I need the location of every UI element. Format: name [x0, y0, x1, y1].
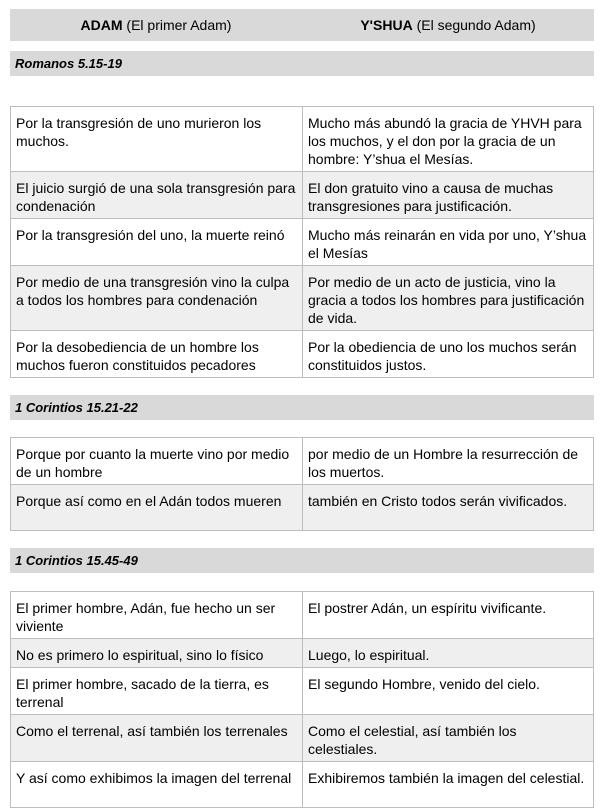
table-row	[11, 107, 594, 172]
comparison-table	[10, 106, 594, 378]
table-row	[11, 266, 594, 331]
table-cell-adam: Porque por cuanto la muerte vino por medio de un hombre	[11, 438, 303, 485]
table-row	[11, 762, 594, 808]
table-cell-yshua: Por medio de un acto de justicia, vino la gracia a todos los hombres para justificación de vida.	[303, 266, 594, 331]
table-cell-adam: Por la transgresión del uno, la muerte reinó	[11, 219, 303, 266]
table-cell-adam: Y así como exhibimos la imagen del terrenal	[11, 762, 303, 808]
table-row	[11, 668, 594, 715]
table-cell-adam: No es primero lo espiritual, sino lo físico	[11, 639, 303, 668]
section-title: Romanos 5.15-19	[10, 51, 594, 76]
table-cell-yshua: por medio de un Hombre la resurrección de los muertos.	[303, 438, 594, 485]
table-cell-yshua: también en Cristo todos serán vivificados.	[303, 485, 594, 531]
table-cell-adam: Por la transgresión de uno murieron los muchos.	[11, 107, 303, 172]
table-cell-adam: Por la desobediencia de un hombre los muchos fueron constituidos pecadores	[11, 331, 303, 378]
comparison-document	[10, 9, 594, 808]
table-cell-yshua: Como el celestial, así también los celestiales.	[303, 715, 594, 762]
table-row	[11, 172, 594, 219]
table-row	[11, 485, 594, 531]
table-cell-yshua: Mucho más reinarán en vida por uno, Y’shua el Mesías	[303, 219, 594, 266]
table-row	[11, 639, 594, 668]
comparison-table	[10, 437, 594, 531]
table-cell-adam: Por medio de una transgresión vino la culpa a todos los hombres para condenación	[11, 266, 303, 331]
table-cell-adam: Porque así como en el Adán todos mueren	[11, 485, 303, 531]
column-header	[10, 9, 594, 41]
table-cell-yshua: Por la obediencia de uno los muchos serán constituidos justos.	[303, 331, 594, 378]
section-title: 1 Corintios 15.45-49	[10, 548, 594, 573]
table-cell-adam: El primer hombre, sacado de la tierra, es terrenal	[11, 668, 303, 715]
table-row	[11, 715, 594, 762]
section-title: 1 Corintios 15.21-22	[10, 395, 594, 420]
table-cell-adam: El juicio surgió de una sola transgresión para condenación	[11, 172, 303, 219]
table-row	[11, 592, 594, 639]
table-cell-yshua: Luego, lo espiritual.	[303, 639, 594, 668]
table-cell-yshua: El don gratuito vino a causa de muchas transgresiones para justificación.	[303, 172, 594, 219]
table-cell-yshua: El segundo Hombre, venido del cielo.	[303, 668, 594, 715]
table-row	[11, 438, 594, 485]
table-cell-yshua: Exhibiremos también la imagen del celestial.	[303, 762, 594, 808]
table-row	[11, 331, 594, 378]
comparison-table	[10, 591, 594, 808]
header-yshua: Y'SHUA (El segundo Adam)	[360, 17, 536, 33]
header-adam: ADAM (El primer Adam)	[80, 17, 232, 33]
table-row	[11, 219, 594, 266]
table-cell-yshua: Mucho más abundó la gracia de YHVH para los muchos, y el don por la gracia de un hombre: Y’shua el Mesías.	[303, 107, 594, 172]
table-cell-adam: Como el terrenal, así también los terrenales	[11, 715, 303, 762]
table-cell-adam: El primer hombre, Adán, fue hecho un ser viviente	[11, 592, 303, 639]
table-cell-yshua: El postrer Adán, un espíritu vivificante.	[303, 592, 594, 639]
